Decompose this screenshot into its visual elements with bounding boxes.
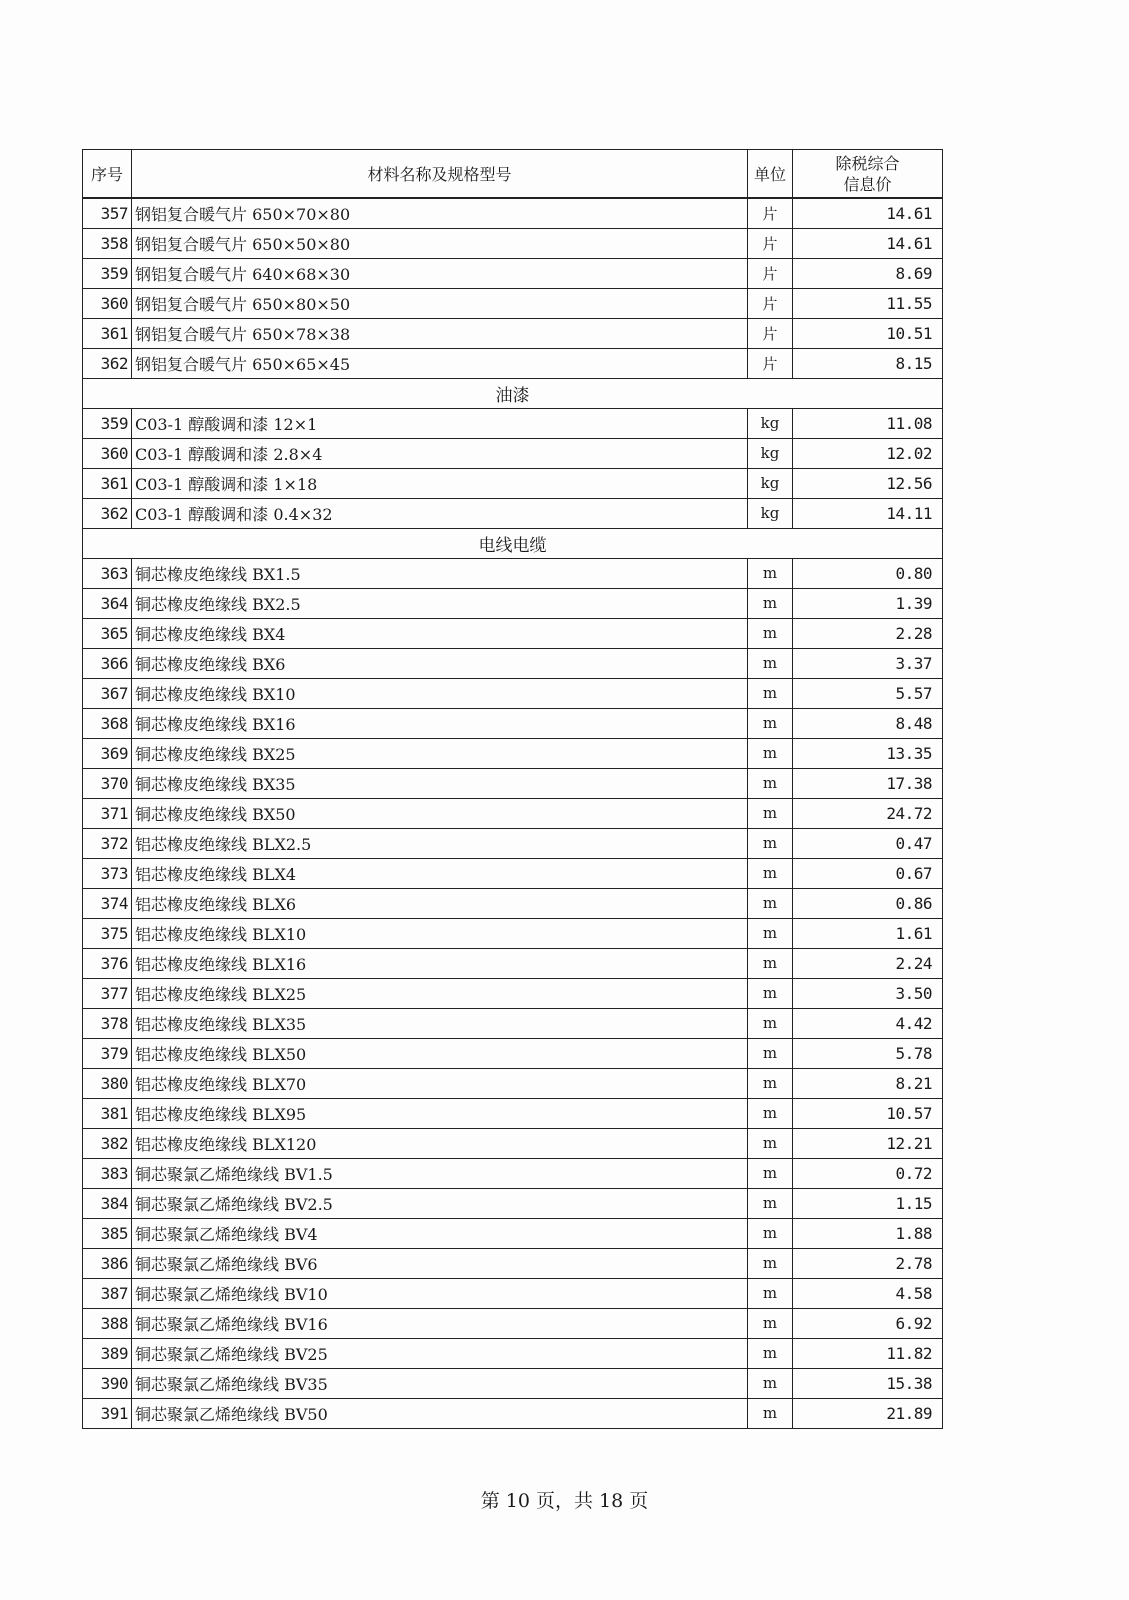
unit: kg: [748, 408, 793, 438]
table-row: [83, 438, 943, 468]
table-row: [83, 1308, 943, 1338]
material-name: 铝芯橡皮绝缘线 BLX70: [132, 1068, 748, 1098]
unit: m: [748, 798, 793, 828]
table-row: [83, 408, 943, 438]
material-name: 钢铝复合暖气片 650×78×38: [132, 318, 748, 348]
header-name: 材料名称及规格型号: [132, 150, 748, 199]
material-name: 铝芯橡皮绝缘线 BLX25: [132, 978, 748, 1008]
price: 0.86: [793, 888, 943, 918]
material-name: 铜芯聚氯乙烯绝缘线 BV16: [132, 1308, 748, 1338]
material-name: 铜芯聚氯乙烯绝缘线 BV1.5: [132, 1158, 748, 1188]
row-number: 360: [83, 288, 132, 318]
material-name: 铜芯聚氯乙烯绝缘线 BV35: [132, 1368, 748, 1398]
table-row: [83, 618, 943, 648]
row-number: 384: [83, 1188, 132, 1218]
price: 1.15: [793, 1188, 943, 1218]
table-row: [83, 258, 943, 288]
table-row: [83, 558, 943, 588]
table-row: [83, 888, 943, 918]
unit: m: [748, 708, 793, 738]
material-name: 钢铝复合暖气片 650×65×45: [132, 348, 748, 378]
material-name: 铜芯橡皮绝缘线 BX35: [132, 768, 748, 798]
row-number: 370: [83, 768, 132, 798]
table-row: [83, 318, 943, 348]
unit: m: [748, 648, 793, 678]
material-name: 钢铝复合暖气片 650×80×50: [132, 288, 748, 318]
material-name: 铜芯橡皮绝缘线 BX25: [132, 738, 748, 768]
unit: m: [748, 1188, 793, 1218]
table-row: [83, 858, 943, 888]
row-number: 375: [83, 918, 132, 948]
table-row: [83, 1098, 943, 1128]
row-number: 378: [83, 1008, 132, 1038]
row-number: 359: [83, 258, 132, 288]
unit: m: [748, 948, 793, 978]
material-name: 铝芯橡皮绝缘线 BLX16: [132, 948, 748, 978]
price-table: [82, 149, 943, 1429]
row-number: 357: [83, 198, 132, 228]
price: 21.89: [793, 1398, 943, 1428]
price: 14.61: [793, 228, 943, 258]
unit: m: [748, 1038, 793, 1068]
unit: m: [748, 1398, 793, 1428]
row-number: 361: [83, 468, 132, 498]
material-name: 钢铝复合暖气片 640×68×30: [132, 258, 748, 288]
price: 17.38: [793, 768, 943, 798]
unit: m: [748, 1368, 793, 1398]
table-row: [83, 918, 943, 948]
row-number: 379: [83, 1038, 132, 1068]
unit: m: [748, 738, 793, 768]
row-number: 382: [83, 1128, 132, 1158]
price: 0.80: [793, 558, 943, 588]
unit: 片: [748, 348, 793, 378]
row-number: 369: [83, 738, 132, 768]
unit: m: [748, 858, 793, 888]
price: 12.21: [793, 1128, 943, 1158]
material-name: 铝芯橡皮绝缘线 BLX50: [132, 1038, 748, 1068]
price: 10.57: [793, 1098, 943, 1128]
material-name: C03-1 醇酸调和漆 2.8×4: [132, 438, 748, 468]
header-price-line2: 信息价: [843, 174, 892, 194]
unit: m: [748, 918, 793, 948]
material-name: 铜芯聚氯乙烯绝缘线 BV25: [132, 1338, 748, 1368]
table-row: [83, 828, 943, 858]
table-row: [83, 1038, 943, 1068]
unit: m: [748, 1218, 793, 1248]
material-name: 铜芯橡皮绝缘线 BX16: [132, 708, 748, 738]
table-body: [83, 198, 943, 1428]
material-name: C03-1 醇酸调和漆 0.4×32: [132, 498, 748, 528]
price: 2.28: [793, 618, 943, 648]
material-name: 铜芯聚氯乙烯绝缘线 BV6: [132, 1248, 748, 1278]
row-number: 388: [83, 1308, 132, 1338]
unit: m: [748, 1098, 793, 1128]
price: 2.24: [793, 948, 943, 978]
section-title: 电线电缆: [83, 528, 943, 558]
unit: 片: [748, 198, 793, 228]
row-number: 387: [83, 1278, 132, 1308]
table-row: [83, 1068, 943, 1098]
unit: 片: [748, 288, 793, 318]
table-row: [83, 498, 943, 528]
price: 5.57: [793, 678, 943, 708]
unit: m: [748, 978, 793, 1008]
price: 4.42: [793, 1008, 943, 1038]
unit: kg: [748, 438, 793, 468]
price: 14.11: [793, 498, 943, 528]
row-number: 367: [83, 678, 132, 708]
table-row: [83, 738, 943, 768]
section-row: [83, 378, 943, 408]
unit: m: [748, 678, 793, 708]
row-number: 372: [83, 828, 132, 858]
price: 12.56: [793, 468, 943, 498]
price: 3.37: [793, 648, 943, 678]
table-row: [83, 678, 943, 708]
price: 8.69: [793, 258, 943, 288]
price: 5.78: [793, 1038, 943, 1068]
row-number: 363: [83, 558, 132, 588]
table-row: [83, 648, 943, 678]
unit: m: [748, 1338, 793, 1368]
price: 2.78: [793, 1248, 943, 1278]
row-number: 374: [83, 888, 132, 918]
material-name: 铜芯聚氯乙烯绝缘线 BV2.5: [132, 1188, 748, 1218]
row-number: 383: [83, 1158, 132, 1188]
table-row: [83, 348, 943, 378]
unit: m: [748, 1158, 793, 1188]
price: 0.72: [793, 1158, 943, 1188]
price: 8.48: [793, 708, 943, 738]
unit: m: [748, 588, 793, 618]
unit: m: [748, 1008, 793, 1038]
section-row: [83, 528, 943, 558]
row-number: 360: [83, 438, 132, 468]
price: 8.15: [793, 348, 943, 378]
table-row: [83, 1368, 943, 1398]
table-row: [83, 1128, 943, 1158]
material-name: 铜芯橡皮绝缘线 BX6: [132, 648, 748, 678]
row-number: 368: [83, 708, 132, 738]
unit: m: [748, 1068, 793, 1098]
header-unit: 单位: [748, 150, 793, 199]
material-name: 铜芯橡皮绝缘线 BX1.5: [132, 558, 748, 588]
material-name: 铜芯聚氯乙烯绝缘线 BV50: [132, 1398, 748, 1428]
price: 11.55: [793, 288, 943, 318]
row-number: 366: [83, 648, 132, 678]
unit: 片: [748, 318, 793, 348]
price: 1.61: [793, 918, 943, 948]
material-name: 铝芯橡皮绝缘线 BLX6: [132, 888, 748, 918]
material-name: 铜芯橡皮绝缘线 BX50: [132, 798, 748, 828]
table-row: [83, 1008, 943, 1038]
table-row: [83, 1278, 943, 1308]
row-number: 365: [83, 618, 132, 648]
row-number: 359: [83, 408, 132, 438]
price: 6.92: [793, 1308, 943, 1338]
unit: m: [748, 768, 793, 798]
unit: m: [748, 828, 793, 858]
table-row: [83, 1218, 943, 1248]
price: 11.82: [793, 1338, 943, 1368]
material-name: 铝芯橡皮绝缘线 BLX95: [132, 1098, 748, 1128]
price: 11.08: [793, 408, 943, 438]
material-name: 铜芯聚氯乙烯绝缘线 BV10: [132, 1278, 748, 1308]
material-name: 铝芯橡皮绝缘线 BLX35: [132, 1008, 748, 1038]
header-no: 序号: [83, 150, 132, 199]
price: 10.51: [793, 318, 943, 348]
price: 8.21: [793, 1068, 943, 1098]
material-name: 铝芯橡皮绝缘线 BLX10: [132, 918, 748, 948]
table-row: [83, 798, 943, 828]
unit: m: [748, 618, 793, 648]
row-number: 389: [83, 1338, 132, 1368]
row-number: 362: [83, 498, 132, 528]
price: 4.58: [793, 1278, 943, 1308]
unit: m: [748, 558, 793, 588]
section-title: 油漆: [83, 378, 943, 408]
material-name: 铝芯橡皮绝缘线 BLX2.5: [132, 828, 748, 858]
row-number: 371: [83, 798, 132, 828]
header-price-line1: 除税综合: [835, 153, 900, 173]
price: 15.38: [793, 1368, 943, 1398]
table-header-row: [83, 150, 943, 199]
unit: m: [748, 1308, 793, 1338]
table-row: [83, 768, 943, 798]
price: 12.02: [793, 438, 943, 468]
material-name: 铜芯橡皮绝缘线 BX4: [132, 618, 748, 648]
table-row: [83, 1188, 943, 1218]
row-number: 386: [83, 1248, 132, 1278]
material-name: C03-1 醇酸调和漆 12×1: [132, 408, 748, 438]
unit: 片: [748, 228, 793, 258]
price: 1.39: [793, 588, 943, 618]
page-number: 第 10 页，共 18 页: [480, 1490, 649, 1512]
table-row: [83, 1398, 943, 1428]
price: 13.35: [793, 738, 943, 768]
price: 3.50: [793, 978, 943, 1008]
table-row: [83, 468, 943, 498]
table-row: [83, 1158, 943, 1188]
material-name: 铜芯聚氯乙烯绝缘线 BV4: [132, 1218, 748, 1248]
price: 24.72: [793, 798, 943, 828]
table-row: [83, 198, 943, 228]
table-row: [83, 948, 943, 978]
unit: m: [748, 888, 793, 918]
row-number: 377: [83, 978, 132, 1008]
table-row: [83, 228, 943, 258]
unit: kg: [748, 498, 793, 528]
row-number: 385: [83, 1218, 132, 1248]
unit: m: [748, 1278, 793, 1308]
row-number: 391: [83, 1398, 132, 1428]
table-row: [83, 1338, 943, 1368]
row-number: 358: [83, 228, 132, 258]
material-name: 铝芯橡皮绝缘线 BLX4: [132, 858, 748, 888]
price: 0.67: [793, 858, 943, 888]
unit: m: [748, 1128, 793, 1158]
unit: kg: [748, 468, 793, 498]
material-name: 钢铝复合暖气片 650×50×80: [132, 228, 748, 258]
row-number: 373: [83, 858, 132, 888]
table-row: [83, 708, 943, 738]
row-number: 380: [83, 1068, 132, 1098]
unit: m: [748, 1248, 793, 1278]
material-name: C03-1 醇酸调和漆 1×18: [132, 468, 748, 498]
material-name: 钢铝复合暖气片 650×70×80: [132, 198, 748, 228]
unit: 片: [748, 258, 793, 288]
price: 1.88: [793, 1218, 943, 1248]
row-number: 381: [83, 1098, 132, 1128]
table-row: [83, 588, 943, 618]
row-number: 362: [83, 348, 132, 378]
table-row: [83, 288, 943, 318]
row-number: 390: [83, 1368, 132, 1398]
price: 14.61: [793, 198, 943, 228]
material-name: 铜芯橡皮绝缘线 BX2.5: [132, 588, 748, 618]
table-row: [83, 1248, 943, 1278]
price: 0.47: [793, 828, 943, 858]
material-name: 铜芯橡皮绝缘线 BX10: [132, 678, 748, 708]
material-name: 铝芯橡皮绝缘线 BLX120: [132, 1128, 748, 1158]
row-number: 376: [83, 948, 132, 978]
row-number: 361: [83, 318, 132, 348]
header-price: [793, 150, 943, 199]
row-number: 364: [83, 588, 132, 618]
table-row: [83, 978, 943, 1008]
